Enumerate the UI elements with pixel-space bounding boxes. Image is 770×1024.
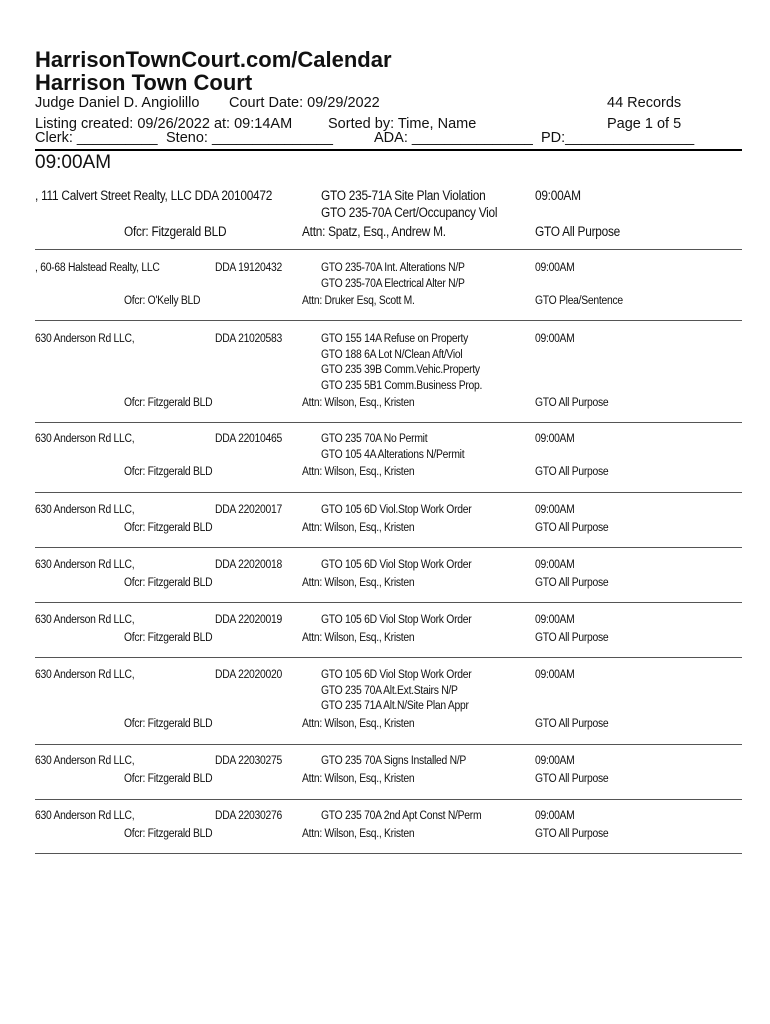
charge-line: GTO 235 70A Alt.Ext.Stairs N/P [321, 684, 458, 697]
charge-line: GTO 155 14A Refuse on Property [321, 333, 469, 345]
sorted-by: Sorted by: Time, Name [328, 116, 477, 132]
attorney: Attn: Spatz, Esq., Andrew M. [302, 224, 446, 239]
party-name: , 111 Calvert Street Realty, LLC DDA 20100472 [35, 188, 273, 203]
charge-line: GTO 235 71A Alt.N/Site Plan Appr [321, 700, 469, 712]
charge-line: GTO 105 6D Viol Stop Work Order [321, 559, 472, 571]
appearance-time: 09:00AM [535, 614, 575, 626]
appearance-type: GTO All Purpose [535, 577, 609, 589]
attorney: Attn: Wilson, Esq., Kristen [302, 828, 415, 840]
officer: Ofcr: Fitzgerald BLD [124, 466, 213, 478]
charge-line: GTO 105 6D Viol Stop Work Order [321, 669, 472, 681]
officer: Ofcr: Fitzgerald BLD [124, 773, 213, 785]
charge-line: GTO 235 70A 2nd Apt Const N/Perm [321, 810, 482, 822]
appearance-type: GTO All Purpose [535, 717, 609, 730]
docket-number: DDA 22030276 [215, 810, 282, 822]
attorney: Attn: Wilson, Esq., Kristen [302, 577, 415, 589]
party-name: , 60-68 Halstead Realty, LLC [35, 262, 160, 274]
clerk-field: Clerk: __________ [35, 130, 158, 146]
record-divider [35, 492, 742, 493]
attorney: Attn: Wilson, Esq., Kristen [302, 522, 415, 534]
party-name: 630 Anderson Rd LLC, [35, 669, 135, 681]
officer: Ofcr: Fitzgerald BLD [124, 397, 213, 409]
record-divider [35, 657, 742, 658]
charge-line: GTO 188 6A Lot N/Clean Aft/Viol [321, 348, 463, 361]
appearance-time: 09:00AM [535, 669, 575, 681]
listing-created: Listing created: 09/26/2022 at: 09:14AM [35, 116, 293, 132]
judge-name: Judge Daniel D. Angiolillo [35, 95, 200, 111]
attorney: Attn: Wilson, Esq., Kristen [302, 632, 415, 644]
docket-number: DDA 22020017 [215, 504, 282, 516]
party-name: 630 Anderson Rd LLC, [35, 433, 135, 445]
header-divider [35, 149, 742, 151]
appearance-time: 09:00AM [535, 755, 575, 767]
docket-number: DDA 22010465 [215, 433, 282, 445]
charge-line: GTO 105 4A Alterations N/Permit [321, 448, 465, 461]
record-divider [35, 320, 742, 321]
party-name: 630 Anderson Rd LLC, [35, 614, 135, 626]
charge-line: GTO 235-71A Site Plan Violation [321, 188, 486, 203]
appearance-time: 09:00AM [535, 810, 575, 822]
ada-field: ADA: _______________ [374, 130, 533, 146]
attorney: Attn: Wilson, Esq., Kristen [302, 397, 415, 409]
party-name: 630 Anderson Rd LLC, [35, 333, 135, 345]
charge-line: GTO 105 6D Viol.Stop Work Order [321, 504, 472, 516]
officer: Ofcr: Fitzgerald BLD [124, 717, 213, 730]
appearance-type: GTO All Purpose [535, 224, 620, 239]
pd-field: PD:________________ [541, 130, 695, 146]
docket-number: DDA 21020583 [215, 333, 282, 345]
record-divider [35, 744, 742, 745]
page-number: Page 1 of 5 [607, 116, 682, 132]
charge-line: GTO 235-70A Cert/Occupancy Viol [321, 205, 498, 220]
officer: Ofcr: Fitzgerald BLD [124, 577, 213, 589]
appearance-type: GTO All Purpose [535, 522, 609, 534]
officer: Ofcr: Fitzgerald BLD [124, 522, 213, 534]
docket-number: DDA 22020018 [215, 559, 282, 571]
time-heading: 09:00AM [35, 152, 112, 173]
appearance-time: 09:00AM [535, 559, 575, 571]
party-name: 630 Anderson Rd LLC, [35, 755, 135, 767]
record-count: 44 Records [607, 95, 682, 111]
steno-field: Steno: _______________ [166, 130, 333, 146]
party-name: 630 Anderson Rd LLC, [35, 559, 135, 571]
docket-number: DDA 22020020 [215, 669, 282, 681]
charge-line: GTO 105 6D Viol Stop Work Order [321, 614, 472, 626]
court-date: Court Date: 09/29/2022 [229, 95, 380, 111]
attorney: Attn: Wilson, Esq., Kristen [302, 773, 415, 785]
attorney: Attn: Druker Esq, Scott M. [302, 295, 415, 307]
party-name: 630 Anderson Rd LLC, [35, 810, 135, 822]
officer: Ofcr: Fitzgerald BLD [124, 224, 227, 239]
appearance-type: GTO All Purpose [535, 466, 609, 478]
attorney: Attn: Wilson, Esq., Kristen [302, 717, 415, 730]
charge-line: GTO 235 70A No Permit [321, 433, 428, 445]
charge-line: GTO 235-70A Electrical Alter N/P [321, 277, 465, 290]
record-divider [35, 799, 742, 800]
appearance-time: 09:00AM [535, 188, 581, 203]
charge-line: GTO 235 5B1 Comm.Business Prop. [321, 379, 483, 392]
record-divider [35, 853, 742, 854]
appearance-type: GTO All Purpose [535, 828, 609, 840]
court-title: Harrison Town Court [35, 70, 253, 95]
officer: Ofcr: O'Kelly BLD [124, 295, 201, 307]
record-divider [35, 249, 742, 250]
officer: Ofcr: Fitzgerald BLD [124, 632, 213, 644]
appearance-time: 09:00AM [535, 504, 575, 516]
attorney: Attn: Wilson, Esq., Kristen [302, 466, 415, 478]
appearance-time: 09:00AM [535, 262, 575, 274]
appearance-time: 09:00AM [535, 333, 575, 345]
record-divider [35, 547, 742, 548]
appearance-type: GTO Plea/Sentence [535, 295, 623, 307]
docket-number: DDA 19120432 [215, 262, 282, 274]
appearance-time: 09:00AM [535, 433, 575, 445]
appearance-type: GTO All Purpose [535, 773, 609, 785]
docket-number: DDA 22020019 [215, 614, 282, 626]
record-divider [35, 602, 742, 603]
charge-line: GTO 235-70A Int. Alterations N/P [321, 262, 465, 274]
appearance-type: GTO All Purpose [535, 632, 609, 644]
appearance-type: GTO All Purpose [535, 397, 609, 409]
party-name: 630 Anderson Rd LLC, [35, 504, 135, 516]
site-title: HarrisonTownCourt.com/Calendar [35, 47, 392, 72]
officer: Ofcr: Fitzgerald BLD [124, 828, 213, 840]
charge-line: GTO 235 39B Comm.Vehic.Property [321, 364, 480, 376]
record-divider [35, 422, 742, 423]
docket-number: DDA 22030275 [215, 755, 282, 767]
charge-line: GTO 235 70A Signs Installed N/P [321, 755, 467, 767]
